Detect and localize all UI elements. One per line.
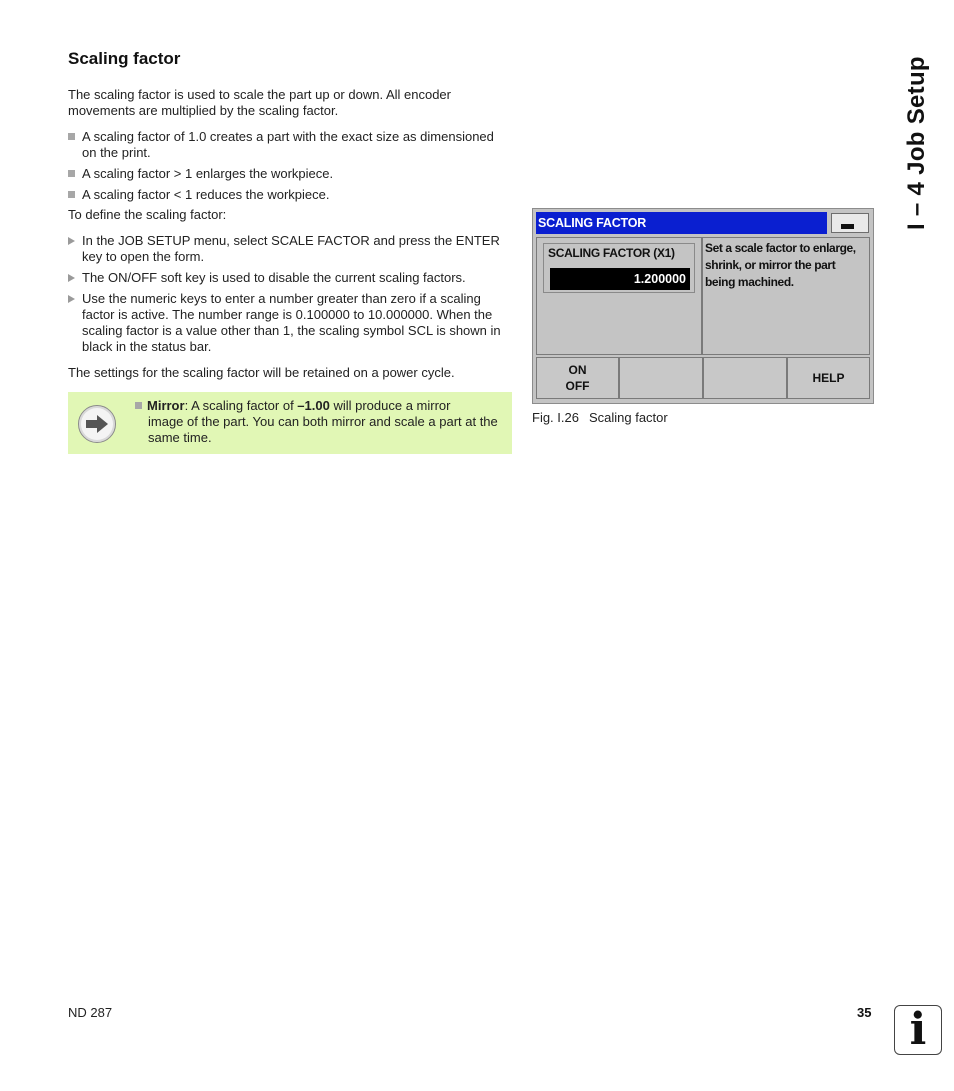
arrow-right-icon: [78, 405, 116, 443]
screen-form-panel: [536, 237, 702, 355]
screen-title-bar: SCALING FACTOR: [536, 212, 827, 234]
note-bold-value: –1.00: [297, 398, 330, 413]
softkey-help[interactable]: HELP: [787, 357, 870, 399]
bullet-item: A scaling factor < 1 reduces the workpiece.: [68, 187, 508, 203]
square-bullet-icon: [68, 191, 75, 198]
figure-caption: Fig. I.26 Scaling factor: [532, 410, 668, 425]
screen-status-button: [831, 213, 869, 233]
footer-product: ND 287: [68, 1005, 113, 1020]
scaling-factor-field: [543, 243, 695, 293]
step-item: In the JOB SETUP menu, select SCALE FACTOR and press the ENTER key to open the form.: [68, 233, 508, 265]
softkey-bar: [536, 357, 870, 399]
step-item: The ON/OFF soft key is used to disable the current scaling factors.: [68, 270, 508, 286]
define-intro: To define the scaling factor:: [68, 207, 227, 222]
device-screen: [532, 208, 874, 404]
section-heading: Scaling factor: [68, 49, 181, 68]
help-text: Set a scale factor to enlarge, shrink, or mirror the part being machined.: [705, 241, 856, 289]
triangle-arrow-icon: [68, 274, 75, 282]
bullet-item: A scaling factor of 1.0 creates a part with the exact size as dimensioned on the print.: [68, 129, 508, 161]
screen-help-panel: [702, 237, 870, 355]
chapter-side-title: I – 4 Job Setup: [903, 56, 930, 230]
triangle-arrow-icon: [68, 295, 75, 303]
scaling-factor-value[interactable]: 1.200000: [550, 268, 690, 290]
field-label: SCALING FACTOR (X1): [548, 246, 675, 260]
intro-paragraph: The scaling factor is used to scale the part up or down. All encoder movements are multiplied by the scaling factor.: [68, 87, 451, 118]
bullet-item: A scaling factor > 1 enlarges the workpiece.: [68, 166, 508, 182]
minus-icon: [841, 224, 854, 229]
triangle-arrow-icon: [68, 237, 75, 245]
retain-paragraph: The settings for the scaling factor will be retained on a power cycle.: [68, 365, 455, 380]
square-bullet-icon: [68, 170, 75, 177]
step-item: Use the numeric keys to enter a number greater than zero if a scaling factor is active. The number range is 0.100000 to 10.000000. When the scaling factor is a value other than 1, the scaling symbol SCL is shown in black in the status bar.: [68, 291, 508, 355]
square-bullet-icon: [68, 133, 75, 140]
note-text: Mirror: A scaling factor of –1.00 will produce a mirror image of the part. You can both mirror and scale a part at the same time.: [135, 398, 505, 446]
softkey-2[interactable]: [619, 357, 703, 399]
softkey-on-off[interactable]: ON OFF: [536, 357, 619, 399]
softkey-3[interactable]: [703, 357, 787, 399]
note-bold-label: Mirror: [147, 398, 185, 413]
info-icon: i: [894, 1005, 942, 1055]
page-number: 35: [857, 1005, 872, 1020]
note-box: [68, 392, 512, 454]
square-bullet-icon: [135, 402, 142, 409]
